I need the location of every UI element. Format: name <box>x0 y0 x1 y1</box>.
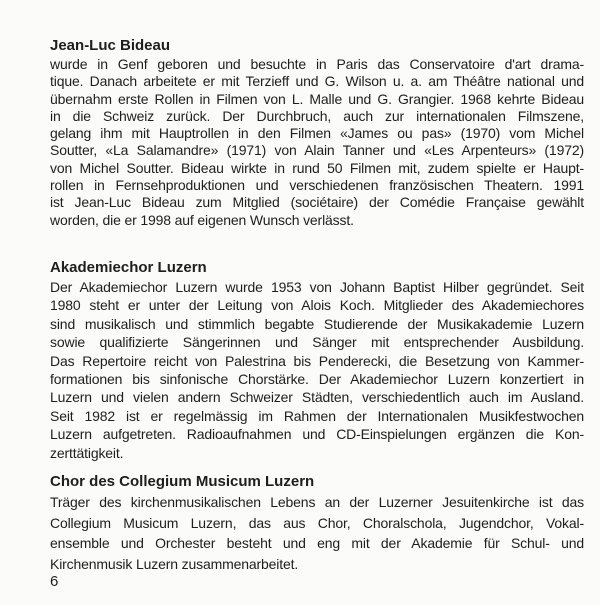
text-line: gelang ihm mit Hauptrollen in den Filmen «James ou pas» (1970) vom Michel <box>50 125 584 142</box>
text-line: in die Schweiz zurück. Der Durchbruch, auch zur internationalen Filmszene, <box>50 107 584 124</box>
text-line: sowie qualifizierte Sängerinnen und Sänger mit entsprechender Ausbildung. <box>50 334 584 351</box>
text-line: wurde in Genf geboren und besuchte in Paris das Conservatoire d'art drama- <box>50 56 584 72</box>
section-heading: Akademiechor Luzern <box>50 259 207 276</box>
text-line: Soutter, «La Salamandre» (1971) von Alain Tanner und «Les Arpenteurs» (1972) <box>50 142 584 159</box>
text-line: übernahm erste Rollen in Filmen von L. Malle und G. Grangier. 1968 kehrte Bideau <box>50 90 584 107</box>
text-line: formationen bis sinfonische Chorstärke. Der Akademiechor Luzern konzertiert in <box>50 371 584 388</box>
text-line: Luzern und vielen andern Schweizer Städten, verschiedentlich auch im Ausland. <box>50 389 584 406</box>
section-body <box>50 492 584 574</box>
text-line: rollen in Fernsehproduktionen und verschiedenen französischen Theatern. 1991 <box>50 177 584 194</box>
section-chor-collegium-musicum <box>50 472 584 574</box>
text-line: Der Akademiechor Luzern wurde 1953 von Johann Baptist Hilber gegründet. Seit <box>50 279 584 295</box>
text-line: Luzern aufgetreten. Radioaufnahmen und CD-Einspielungen ergänzen die Kon- <box>50 426 584 443</box>
text-line: von Michel Soutter. Bideau wirkte in rund 50 Filmen mit, zudem spielte er Haupt- <box>50 159 584 176</box>
text-line: Seit 1982 ist er regelmässig im Rahmen der Internationalen Musikfestwochen <box>50 407 584 424</box>
text-line: Träger des kirchenmusikalischen Lebens an der Luzerner Jesuitenkirche ist das <box>50 494 584 510</box>
text-line: 1980 steht er unter der Leitung von Alois Koch. Mitglieder des Akademiechores <box>50 297 584 314</box>
text-line: worden, die er 1998 auf eigenen Wunsch verlässt. <box>50 211 354 228</box>
section-heading: Jean-Luc Bideau <box>50 37 171 54</box>
page-number: 6 <box>50 573 59 590</box>
text-line: Collegium Musicum Luzern, das aus Chor, Choralschola, Jugendchor, Vokal- <box>50 514 584 531</box>
section-body <box>50 278 584 462</box>
text-line: Das Repertoire reicht von Palestrina bis Penderecki, die Besetzung von Kammer- <box>50 352 584 369</box>
section-akademiechor-luzern <box>50 258 584 462</box>
text-line: zerttätigkeit. <box>50 444 124 461</box>
text-line: Kirchenmusik Luzern zusammenarbeitet. <box>50 555 299 572</box>
text-line: ensemble und Orchester besteht und eng mit der Akademie für Schul- und <box>50 535 584 551</box>
text-line: ist Jean-Luc Bideau zum Mitglied (sociétaire) der Comédie Française gewählt <box>50 194 584 211</box>
section-jean-luc-bideau <box>50 36 584 229</box>
text-line: tique. Danach arbeitete er mit Terzieff und G. Wilson u. a. am Théâtre national und <box>50 73 584 90</box>
section-heading: Chor des Collegium Musicum Luzern <box>50 473 315 490</box>
text-line: sind musikalisch und stimmlich begabte Studierende der Musikakademie Luzern <box>50 315 584 332</box>
section-body <box>50 56 584 229</box>
